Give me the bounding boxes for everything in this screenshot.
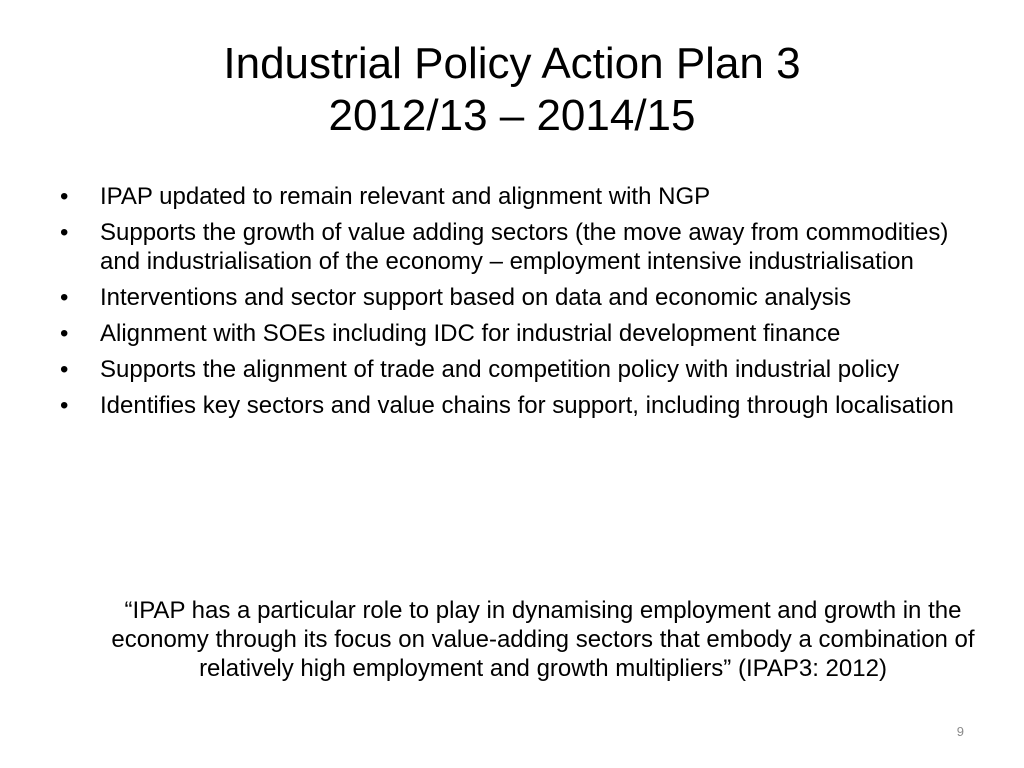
slide-title-line-1: Industrial Policy Action Plan 3 [223, 39, 801, 88]
bullet-list [60, 182, 990, 427]
bullet-item [60, 355, 990, 384]
bullet-item [60, 319, 990, 348]
bullet-item [60, 391, 990, 420]
bullet-text: IPAP updated to remain relevant and alignment with NGP [100, 183, 711, 210]
bullet-text: Interventions and sector support based on data and economic analysis [100, 284, 852, 311]
slide-title [60, 38, 964, 142]
bullet-text: Supports the alignment of trade and competition policy with industrial policy [100, 356, 900, 383]
bullet-icon: • [60, 392, 69, 419]
policy-quote: “IPAP has a particular role to play in dynamising employment and growth in the economy through its focus on value-adding sectors that embody a combination of relatively high employment and growth multipliers” (IPAP3: 2012) [111, 597, 975, 682]
bullet-icon: • [60, 284, 69, 311]
bullet-icon: • [60, 219, 69, 246]
bullet-text: Identifies key sectors and value chains for support, including through localisation [100, 392, 954, 419]
bullet-text: Alignment with SOEs including IDC for industrial development finance [100, 320, 841, 347]
bullet-icon: • [60, 183, 69, 210]
bullet-icon: • [60, 320, 69, 347]
bullet-item [60, 283, 990, 312]
bullet-icon: • [60, 356, 69, 383]
bullet-item [60, 182, 990, 211]
slide-number: 9 [956, 724, 964, 739]
slide-title-line-2: 2012/13 – 2014/15 [328, 91, 696, 140]
bullet-text: Supports the growth of value adding sectors (the move away from commodities) and industrialisation of the economy – employment intensive industrialisation [100, 219, 949, 275]
bullet-item [60, 218, 990, 276]
